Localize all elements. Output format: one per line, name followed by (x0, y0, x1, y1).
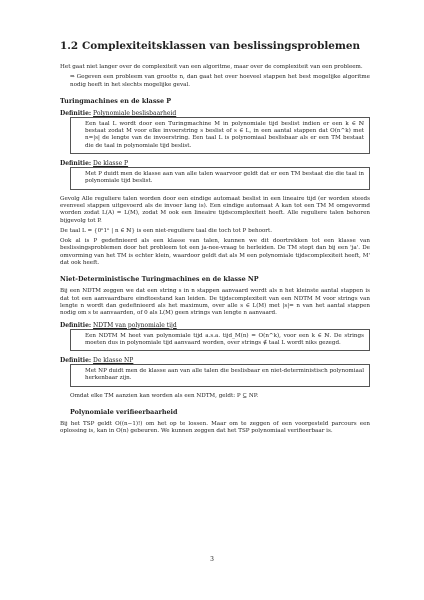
gevolg-paragraph: Gevolg Alle reguliere talen worden door een eindige automaat beslist in een lineaire tijd (er worden steeds evenveel stappen uitgevoerd als de invoer lang is). Een eindige automaat A kan tot een TM M omgevormd worden zodat L(A) = L(M), zodat M ook een lineaire tijdscomplexiteit heeft. Alle reguliere talen behoren bijgevolg tot P. (60, 195, 370, 224)
turing-heading: Turingmachines en de klasse P (60, 96, 172, 105)
verif-paragraph: Bij het TSP geldt O((n−1)!) om het op te lossen. Maar om te zeggen of een voorgesteld parcours een oplossing is, kan in O(n) gebeuren. We kunnen zeggen dat het TSP polynomiaal verifieerbaar is. (60, 421, 370, 435)
definition-text: Een taal L wordt door een Turingmachine M in polynomiale tijd beslist indien er een k ∈ ℕ bestaat zodat M voor elke invoerstring s beslist of s ∈ L, in een aantal stappen dat O(n^k) met n=|s| de lengte van de invoerstring. Een taal L is polynomiaal beslisbaar als er een TM bestaat die de taal in polynomiale tijd beslist. (85, 120, 364, 149)
definition-title: Polynomiale beslisbaarheid (93, 109, 177, 117)
definition-text: Met NP duidt men de klasse aan van alle talen die beslisbaar en niet-deterministisch polynomiaal herkenbaar zijn. (85, 368, 364, 382)
ndtm-paragraph: Bij een NDTM zeggen we dat een string s in n stappen aanvaard wordt als n het kleinste aantal stappen is dat tot een aanvaardbare eindtoestand kan leiden. De tijdscomplexiteit van een NDTM M voor strings van lengte n wordt dan gedefinieerd als het maximum, over alle s ∈ L(M) met |s|= n van het aantal stappen nodig om s te aanvaarden, of 0 als L(M) geen strings van lengte n aanvaard. (60, 288, 370, 317)
section-number: 1.2 (60, 40, 79, 52)
ndtm-heading: Niet-Deterministische Turingmachines en de klasse NP (60, 275, 259, 284)
definition-title: NDTM van polynomiale tijd (93, 321, 177, 329)
definition-word: Definitie: (60, 321, 92, 329)
section-title (60, 40, 370, 52)
definition-title: De klasse P (93, 160, 129, 168)
taal-paragraph: De taal L = {0ⁿ1ⁿ | n ∈ ℕ} is een niet-reguliere taal die toch tot P behoort. (60, 227, 273, 234)
definition-label-2 (60, 160, 370, 167)
intro-paragraph: Het gaat niet langer over de complexiteit van een algoritme, maar over de complexiteit van een probleem. (60, 64, 363, 70)
definition-word: Definitie: (60, 160, 92, 168)
ook-paragraph: Ook al is P gedefinieerd als een klasse van talen, kunnen we dit doortrekken tot een klasse van beslissingsproblemen door het probleem tot een ja-nee-vraag te herleiden. De TM stopt dan bij een 'ja'. De omvorming van het TM is echter klein, waardoor geldt dat als M een polynomiale tijdscomplexiteit heeft, M' dat ook heeft. (60, 238, 370, 267)
definition-label-3 (60, 322, 370, 329)
page-number: 3 (210, 556, 214, 563)
definition-word: Definitie: (60, 109, 92, 117)
definition-title: De klasse NP (93, 357, 134, 365)
verif-heading: Polynomiale verifieerbaarheid (70, 408, 178, 417)
section-heading: Complexiteitsklassen van beslissingsproblemen (82, 40, 361, 52)
definition-text: Een NDTM M heet van polynomiale tijd a.s.a. tijd_M(n) = O(n^k), voor een k ∈ ℕ. De strings moeten dus in polynomiale tijd aanvaard worden, over strings ∉ taal L wordt niks gezegd. (85, 332, 364, 346)
intro-implication: ⇒ Gegeven een probleem van grootte n, dan gaat het over hoeveel stappen het best mogelijke algoritme nodig heeft in het slechts mogelijke geval. (70, 74, 370, 88)
omdat-paragraph: Omdat elke TM aanzien kan worden als een NDTM, geldt: P ⊆ NP. (70, 392, 259, 399)
definition-box-3 (70, 329, 370, 352)
definition-box-4 (70, 364, 370, 387)
definition-label-4 (60, 357, 370, 364)
definition-word: Definitie: (60, 357, 92, 365)
definition-label-1 (60, 110, 370, 117)
definition-box-1 (70, 117, 370, 154)
definition-box-2 (70, 167, 370, 190)
document-page (60, 40, 370, 439)
definition-text: Met P duidt men de klasse aan van alle talen waarvoor geldt dat er een TM bestaat die die taal in polynomiale tijd beslist. (85, 171, 364, 185)
